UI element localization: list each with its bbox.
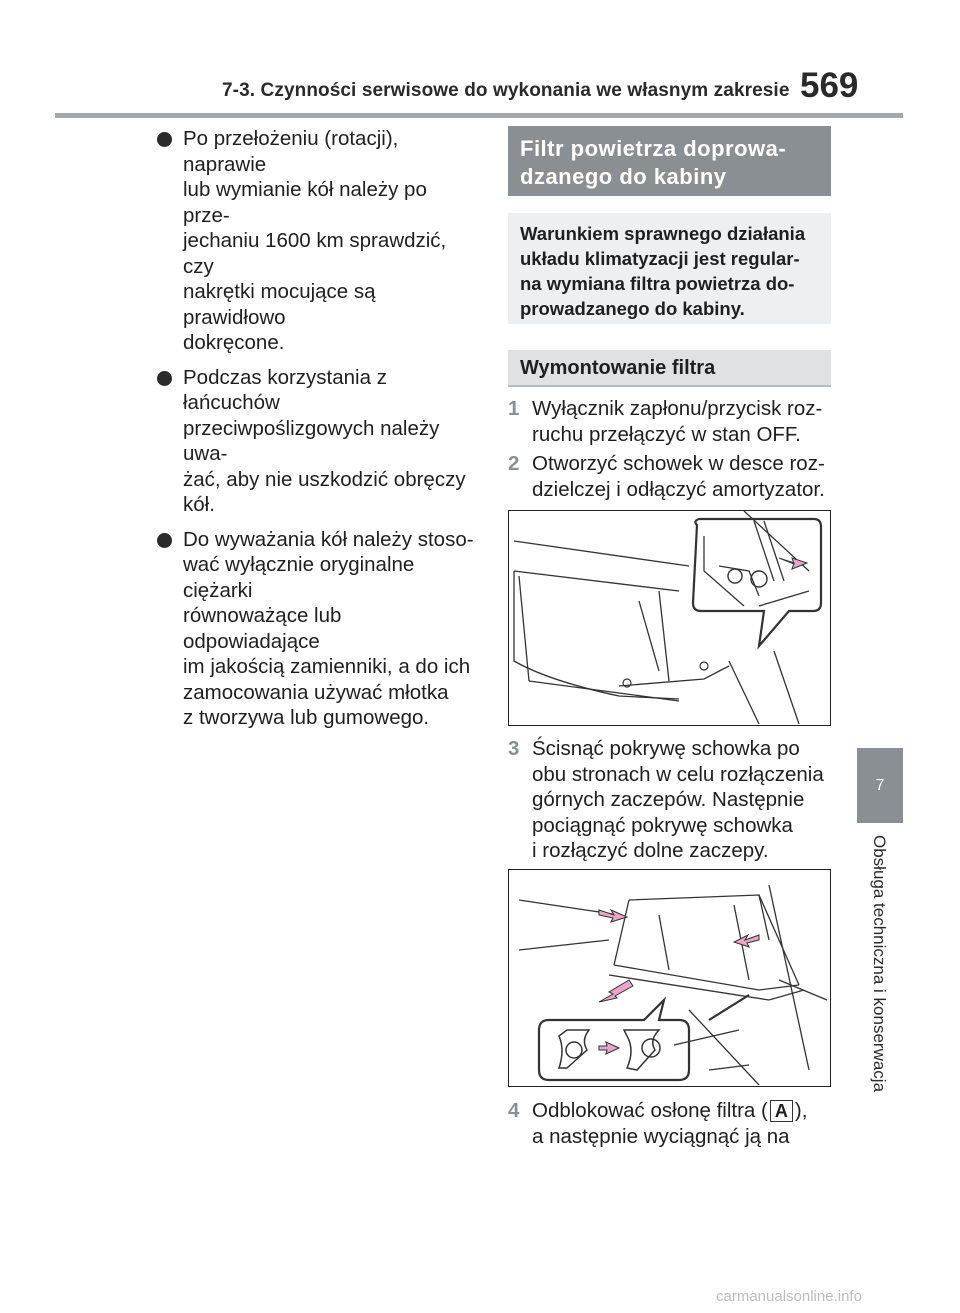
section-title: 7-3. Czynności serwisowe do wykonania we własnym zakresie <box>222 80 790 101</box>
note-box: Warunkiem sprawnego działania układu klimatyzacji jest regular- na wymiana filtra powietrza do- prowadzanego do kabiny. <box>508 213 831 324</box>
step-1 <box>508 396 838 447</box>
step-3 <box>508 736 838 864</box>
step-number: 3 <box>508 737 520 760</box>
arrow-right-icon <box>779 558 807 569</box>
step-text-after: ), a następnie wyciągnąć ją na <box>532 1099 808 1148</box>
bullet-text: Podczas korzystania z łańcuchów przeciwpoślizgowych należy uwa- żać, aby nie uszkodzić obręczy kół. <box>183 365 466 516</box>
arrow-down-left-icon <box>599 980 633 1002</box>
step-number: 2 <box>508 452 520 475</box>
arrow-left-icon <box>734 935 759 947</box>
step-text-before: Odblokować osłonę filtra ( <box>532 1099 768 1122</box>
bullet-item <box>157 365 479 518</box>
header-divider <box>55 113 903 118</box>
figure-damper <box>508 510 831 726</box>
figure-glovebox-removal <box>508 869 831 1087</box>
step-text <box>508 1098 838 1149</box>
step-text: Wyłącznik zapłonu/przycisk roz- ruchu przełączyć w stan OFF. <box>532 397 823 446</box>
chapter-title: Obsługa techniczna i konserwacja <box>870 835 889 1093</box>
chapter-title-vertical <box>864 835 894 1120</box>
arrow-left-icon <box>599 1042 619 1054</box>
glovebox-removal-illustration <box>509 870 829 1085</box>
bullet-text: Do wyważania kół należy stoso- wać wyłącznie oryginalne ciężarki równoważące lub odpowiadające im jakością zamienniki, a do ich zamocowania używać młotka z tworzywa lub gumowego. <box>183 527 474 729</box>
step-text: Otworzyć schowek w desce roz- dzielczej i odłączyć amortyzator. <box>532 452 825 501</box>
footer-watermark: carmanualsonline.info <box>716 1288 862 1305</box>
glovebox-damper-illustration <box>509 511 829 724</box>
bullet-item <box>157 527 479 731</box>
subsection-heading: Wymontowanie filtra <box>508 350 831 387</box>
page-number: 569 <box>800 66 859 105</box>
bullet-text: Po przełożeniu (rotacji), naprawie lub wymianie kół należy po prze- jechaniu 1600 km sprawdzić, czy nakrętki mocujące są prawidłowo dokręcone. <box>183 127 447 354</box>
bullet-item <box>157 126 479 356</box>
chapter-tab: 7 <box>857 748 903 823</box>
step-text: Ścisnąć pokrywę schowka po obu stronach w celu rozłączenia górnych zaczepów. Następnie pociągnąć pokrywę schowka i rozłączyć dolne zaczepy. <box>532 737 824 862</box>
bullet-dot-icon <box>157 533 172 548</box>
step-4 <box>508 1098 838 1149</box>
section-heading: Filtr powietrza doprowa- dzanego do kabiny <box>508 126 831 196</box>
step-number: 1 <box>508 397 520 420</box>
step-2 <box>508 451 838 502</box>
bullet-dot-icon <box>157 371 172 386</box>
arrow-right-icon <box>599 910 627 922</box>
step-number: 4 <box>508 1099 520 1122</box>
left-column <box>157 126 479 740</box>
bullet-dot-icon <box>157 132 172 147</box>
label-a-badge: A <box>770 1100 793 1122</box>
